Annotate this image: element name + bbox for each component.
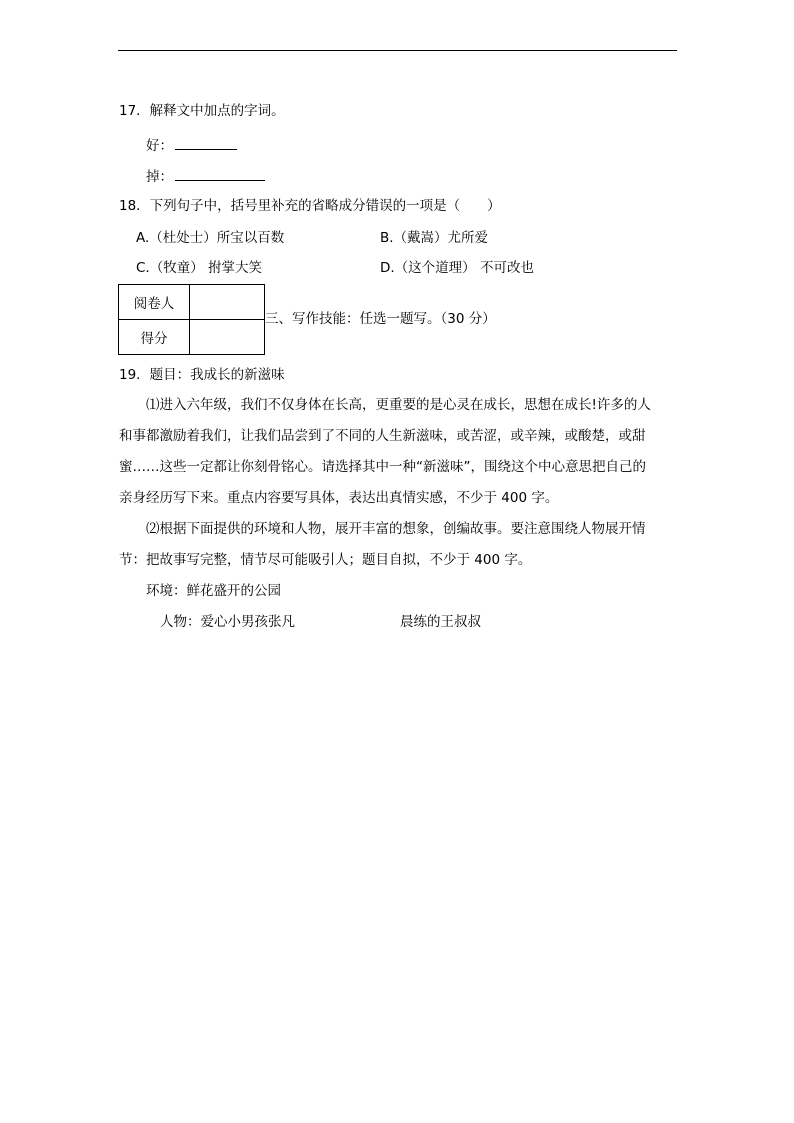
q19-environment: 环境：鲜花盛开的公园 [146,583,281,599]
score-table [118,284,265,355]
q19-p1-line: 蜜……这些一定都让你刻骨铭心。请选择其中一种“新滋味”，围绕这个中心意思把自己的 [119,459,646,475]
q17-item-diao [146,167,265,185]
q19-p1-line: 和事都激励着我们，让我们品尝到了不同的人生新滋味，或苦涩，或辛辣，或酸楚，或甜 [119,428,646,444]
q18-option-d: D.（这个道理） 不可改也 [380,260,534,276]
reviewer-label: 阅卷人 [119,285,190,320]
header-rule [118,50,677,51]
section-3-heading: 三、写作技能：任选一题写。（30 分） [265,311,496,327]
answer-blank[interactable] [175,167,265,181]
q19-p2-line: 节：把故事写完整，情节尽可能吸引人；题目自拟，不少于 400 字。 [119,552,532,568]
score-cell [190,320,265,355]
answer-blank[interactable] [175,136,237,150]
q19-p1-line: 亲身经历写下来。重点内容要写具体，表达出真情实感，不少于 400 字。 [119,490,559,506]
q19-character-1: 人物：爱心小男孩张凡 [160,614,295,630]
q19-p1-line: ⑴进入六年级，我们不仅身体在长高，更重要的是心灵在成长，思想在成长!许多的人 [146,397,651,413]
q19-p2-line: ⑵根据下面提供的环境和人物，展开丰富的想象，创编故事。要注意围绕人物展开情 [146,521,646,537]
q17-item-label: 掉： [146,169,173,185]
q17-item-hao [146,136,237,154]
q18-option-c: C.（牧童） 拊掌大笑 [136,260,263,276]
q17-title: 17．解释文中加点的字词。 [119,103,285,119]
q18-option-a: A.（杜处士）所宝以百数 [136,230,285,246]
q19-character-2: 晨练的王叔叔 [400,614,481,630]
q19-title: 19．题目：我成长的新滋味 [119,367,285,383]
score-label: 得分 [119,320,190,355]
q18-option-b: B.（戴嵩）尤所爱 [380,230,489,246]
reviewer-cell [190,285,265,320]
q17-item-label: 好： [146,138,173,154]
q18-title: 18．下列句子中，括号里补充的省略成分错误的一项是（ ） [119,198,501,214]
